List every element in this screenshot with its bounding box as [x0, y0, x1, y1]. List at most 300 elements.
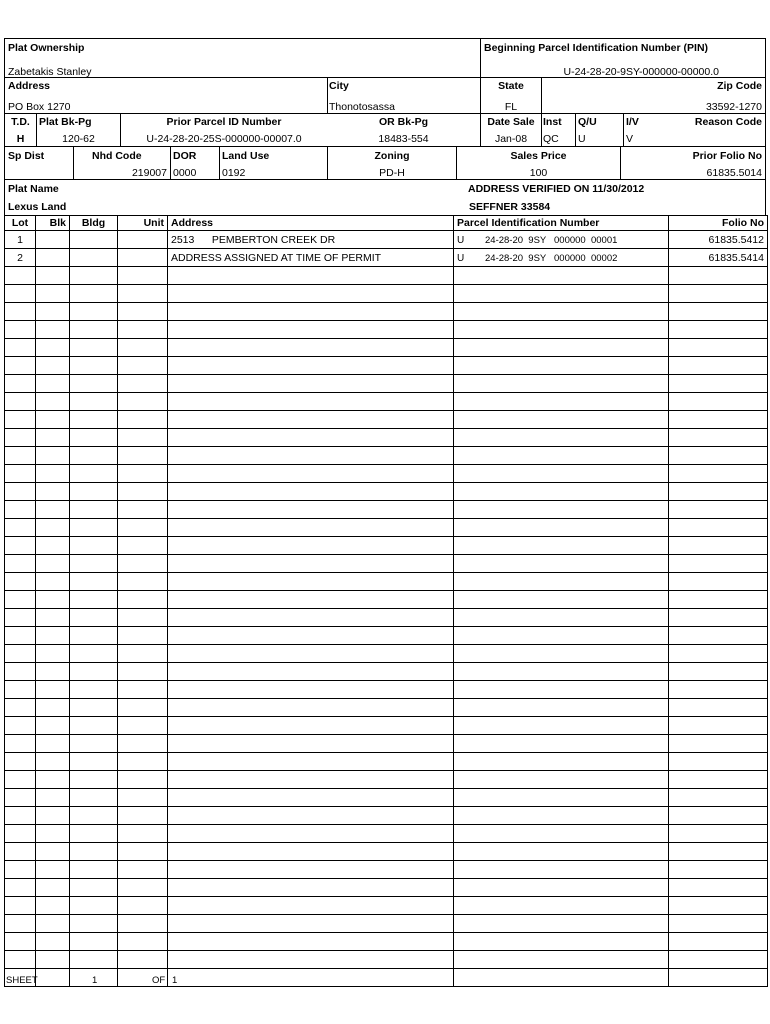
empty-cell [454, 879, 669, 897]
empty-cell [5, 537, 36, 555]
empty-cell [168, 951, 454, 969]
pin-value: U-24-28-20-9SY-000000-00000.0 [563, 66, 719, 78]
empty-cell [5, 267, 36, 285]
plat-name-row [5, 180, 765, 215]
inst-cell [541, 114, 575, 146]
empty-cell [669, 573, 768, 591]
empty-cell [118, 321, 168, 339]
empty-cell [36, 555, 70, 573]
empty-cell [168, 753, 454, 771]
iv-value: V [626, 133, 634, 145]
empty-cell [70, 429, 118, 447]
cell-pin [454, 249, 669, 267]
empty-cell [70, 771, 118, 789]
empty-cell [70, 717, 118, 735]
empty-cell [454, 537, 669, 555]
empty-cell [669, 609, 768, 627]
empty-cell [36, 501, 70, 519]
empty-cell [168, 393, 454, 411]
empty-row [5, 321, 768, 339]
empty-cell [36, 267, 70, 285]
empty-cell [454, 807, 669, 825]
empty-cell [70, 627, 118, 645]
empty-cell [118, 825, 168, 843]
empty-cell [5, 465, 36, 483]
empty-cell [118, 303, 168, 321]
ownership-row [5, 39, 765, 78]
empty-row [5, 537, 768, 555]
empty-cell [454, 627, 669, 645]
empty-cell [669, 339, 768, 357]
cell-unit [118, 231, 168, 249]
empty-cell [454, 357, 669, 375]
state-value: FL [504, 101, 518, 113]
prior-folio-label: Prior Folio No [692, 150, 762, 162]
empty-cell [118, 609, 168, 627]
empty-row [5, 951, 768, 969]
empty-row [5, 285, 768, 303]
empty-cell [118, 645, 168, 663]
empty-cell [669, 843, 768, 861]
cell-pin [454, 231, 669, 249]
empty-cell [118, 591, 168, 609]
empty-cell [669, 969, 768, 987]
nhd-cell [73, 147, 170, 179]
plat-bkpg-cell [36, 114, 120, 146]
reason-label: Reason Code [694, 116, 762, 128]
empty-cell [669, 771, 768, 789]
td-cell [5, 114, 36, 146]
cell-unit [118, 249, 168, 267]
dor-label: DOR [173, 150, 197, 162]
empty-cell [168, 483, 454, 501]
empty-cell [70, 339, 118, 357]
empty-cell [454, 771, 669, 789]
empty-cell [168, 573, 454, 591]
empty-cell [454, 843, 669, 861]
empty-cell [168, 699, 454, 717]
empty-cell [5, 825, 36, 843]
empty-cell [118, 519, 168, 537]
empty-cell [118, 447, 168, 465]
empty-cell [36, 645, 70, 663]
empty-cell [168, 429, 454, 447]
plat-name-value: Lexus Land [8, 201, 67, 213]
empty-cell [70, 843, 118, 861]
zip-cell [541, 78, 765, 113]
empty-cell [36, 969, 70, 987]
empty-cell [5, 483, 36, 501]
empty-cell [454, 933, 669, 951]
empty-cell [118, 375, 168, 393]
plat-ownership-label: Plat Ownership [8, 42, 85, 54]
empty-cell [118, 933, 168, 951]
empty-cell [669, 933, 768, 951]
empty-cell [70, 609, 118, 627]
empty-cell [118, 285, 168, 303]
empty-cell [36, 573, 70, 591]
city-value: Thonotosassa [329, 101, 395, 113]
empty-row [5, 393, 768, 411]
empty-cell [118, 861, 168, 879]
empty-cell [118, 339, 168, 357]
empty-cell [118, 483, 168, 501]
plat-bkpg-value: 120-62 [62, 133, 95, 145]
empty-cell [70, 663, 118, 681]
empty-cell [669, 825, 768, 843]
empty-cell [70, 681, 118, 699]
empty-cell [36, 663, 70, 681]
cell-bldg [70, 249, 118, 267]
empty-cell [118, 843, 168, 861]
zoning-value: PD-H [379, 167, 405, 179]
empty-cell [118, 663, 168, 681]
empty-cell [5, 717, 36, 735]
empty-row [5, 717, 768, 735]
empty-cell [36, 285, 70, 303]
city-zip-verified: SEFFNER 33584 [469, 201, 551, 213]
empty-cell [669, 627, 768, 645]
zoning-row [5, 147, 765, 180]
empty-row [5, 933, 768, 951]
landuse-value: 0192 [222, 167, 246, 179]
inst-value: QC [543, 133, 559, 145]
empty-cell [669, 375, 768, 393]
or-bkpg-value: 18483-554 [378, 133, 429, 145]
empty-cell [118, 573, 168, 591]
col-blk: Blk [36, 216, 70, 231]
col-unit: Unit [118, 216, 168, 231]
empty-cell [5, 843, 36, 861]
col-bldg: Bldg [70, 216, 118, 231]
empty-cell [5, 555, 36, 573]
empty-cell [118, 771, 168, 789]
empty-cell [454, 915, 669, 933]
date-sale-value: Jan-08 [494, 133, 528, 145]
empty-cell [5, 753, 36, 771]
empty-cell [5, 447, 36, 465]
sheet-number: 1 [92, 975, 98, 986]
of-label: OF [152, 975, 166, 986]
empty-cell [36, 879, 70, 897]
empty-cell [669, 789, 768, 807]
empty-cell [70, 591, 118, 609]
date-sale-cell [480, 114, 541, 146]
empty-row [5, 429, 768, 447]
empty-row [5, 465, 768, 483]
empty-cell [454, 375, 669, 393]
empty-cell [36, 339, 70, 357]
empty-cell [669, 591, 768, 609]
of-number: 1 [172, 975, 178, 986]
empty-cell [669, 879, 768, 897]
empty-cell [118, 465, 168, 483]
empty-cell [168, 411, 454, 429]
empty-cell [70, 807, 118, 825]
empty-cell [168, 519, 454, 537]
empty-cell [669, 447, 768, 465]
empty-cell [454, 789, 669, 807]
empty-row [5, 555, 768, 573]
empty-cell [118, 681, 168, 699]
empty-cell [36, 465, 70, 483]
empty-cell [454, 897, 669, 915]
empty-cell [454, 645, 669, 663]
empty-row [5, 789, 768, 807]
landuse-cell [219, 147, 327, 179]
empty-cell [118, 951, 168, 969]
empty-cell [5, 303, 36, 321]
empty-cell [70, 825, 118, 843]
empty-cell [454, 753, 669, 771]
plat-bkpg-label: Plat Bk-Pg [39, 116, 92, 128]
empty-cell [454, 969, 669, 987]
empty-cell [669, 699, 768, 717]
empty-cell [118, 735, 168, 753]
empty-row [5, 483, 768, 501]
cell-lot: 2 [5, 249, 36, 267]
empty-row [5, 645, 768, 663]
empty-cell [5, 429, 36, 447]
empty-cell [118, 357, 168, 375]
empty-cell [168, 375, 454, 393]
empty-cell [5, 501, 36, 519]
plat-form [4, 38, 766, 987]
empty-cell [454, 519, 669, 537]
empty-cell [5, 771, 36, 789]
form-header [4, 38, 766, 215]
empty-row [5, 735, 768, 753]
empty-cell [5, 411, 36, 429]
empty-row [5, 879, 768, 897]
empty-cell [168, 861, 454, 879]
address-value: PO Box 1270 [8, 101, 71, 113]
qu-cell [575, 114, 623, 146]
date-sale-label: Date Sale [487, 116, 535, 128]
prior-parcel-label: Prior Parcel ID Number [166, 116, 282, 128]
empty-cell [5, 735, 36, 753]
empty-cell [70, 915, 118, 933]
empty-cell [454, 735, 669, 753]
empty-cell [36, 447, 70, 465]
empty-row [5, 591, 768, 609]
address-row [5, 78, 765, 114]
empty-cell [168, 339, 454, 357]
empty-cell [118, 717, 168, 735]
empty-cell [168, 357, 454, 375]
empty-cell [70, 789, 118, 807]
empty-cell [36, 807, 70, 825]
empty-cell [36, 681, 70, 699]
empty-cell [669, 411, 768, 429]
empty-cell [168, 717, 454, 735]
empty-cell [454, 285, 669, 303]
empty-cell [669, 897, 768, 915]
empty-cell [168, 321, 454, 339]
empty-cell [454, 501, 669, 519]
col-lot: Lot [5, 216, 36, 231]
empty-cell [5, 591, 36, 609]
empty-row [5, 825, 768, 843]
state-cell [480, 78, 541, 113]
empty-cell [5, 933, 36, 951]
empty-cell [118, 627, 168, 645]
empty-cell [669, 645, 768, 663]
qu-label: Q/U [578, 116, 597, 128]
empty-cell [669, 285, 768, 303]
empty-cell [168, 789, 454, 807]
empty-cell [118, 267, 168, 285]
empty-cell [669, 267, 768, 285]
pin-cell [480, 39, 765, 77]
empty-cell [669, 303, 768, 321]
empty-cell [669, 519, 768, 537]
empty-cell [168, 681, 454, 699]
sales-price-label: Sales Price [510, 150, 567, 162]
empty-cell [669, 501, 768, 519]
empty-cell [70, 699, 118, 717]
empty-cell [70, 933, 118, 951]
empty-cell [168, 807, 454, 825]
empty-cell [70, 285, 118, 303]
prior-folio-cell [620, 147, 765, 179]
empty-cell [454, 483, 669, 501]
empty-cell [36, 627, 70, 645]
empty-cell [70, 555, 118, 573]
empty-cell [70, 861, 118, 879]
empty-cell [454, 267, 669, 285]
empty-cell [669, 735, 768, 753]
empty-cell [5, 861, 36, 879]
empty-cell [168, 303, 454, 321]
empty-cell [36, 933, 70, 951]
empty-cell [70, 447, 118, 465]
empty-cell [36, 303, 70, 321]
empty-cell [5, 519, 36, 537]
empty-row [5, 411, 768, 429]
empty-row [5, 969, 768, 987]
empty-cell [36, 843, 70, 861]
empty-cell [118, 879, 168, 897]
empty-cell [70, 951, 118, 969]
cell-address: ADDRESS ASSIGNED AT TIME OF PERMIT [168, 249, 454, 267]
zip-value: 33592-1270 [705, 101, 762, 113]
empty-cell [454, 393, 669, 411]
empty-cell [669, 915, 768, 933]
empty-row [5, 681, 768, 699]
address-verified: ADDRESS VERIFIED ON 11/30/2012 [468, 183, 645, 195]
empty-cell [168, 537, 454, 555]
empty-cell [118, 915, 168, 933]
empty-cell [454, 681, 669, 699]
empty-cell [669, 753, 768, 771]
empty-cell [70, 753, 118, 771]
empty-row [5, 573, 768, 591]
empty-row [5, 501, 768, 519]
empty-cell [5, 915, 36, 933]
empty-cell [454, 717, 669, 735]
nhd-label: Nhd Code [92, 150, 142, 162]
sale-row [5, 114, 765, 147]
table-header [5, 216, 768, 231]
empty-cell [36, 357, 70, 375]
table-row [5, 249, 768, 267]
empty-cell [5, 627, 36, 645]
empty-cell [454, 573, 669, 591]
empty-cell [454, 429, 669, 447]
nhd-value: 219007 [131, 167, 167, 179]
col-address: Address [168, 216, 454, 231]
empty-cell [70, 465, 118, 483]
empty-cell [168, 465, 454, 483]
empty-cell [36, 699, 70, 717]
empty-cell [70, 303, 118, 321]
empty-cell [36, 429, 70, 447]
empty-row [5, 303, 768, 321]
landuse-label: Land Use [222, 150, 270, 162]
pin-prefix: U [457, 252, 465, 264]
empty-cell [5, 663, 36, 681]
iv-cell [623, 114, 667, 146]
address-label: Address [8, 80, 51, 92]
empty-cell [669, 537, 768, 555]
empty-cell [168, 285, 454, 303]
cell-folio: 61835.5414 [669, 249, 768, 267]
empty-cell [5, 285, 36, 303]
empty-cell [70, 645, 118, 663]
inst-label: Inst [543, 116, 562, 128]
empty-cell [118, 789, 168, 807]
empty-cell [454, 699, 669, 717]
empty-cell [118, 393, 168, 411]
empty-cell [5, 375, 36, 393]
empty-cell [168, 933, 454, 951]
empty-cell [5, 609, 36, 627]
empty-cell [669, 807, 768, 825]
empty-cell [118, 429, 168, 447]
empty-cell [454, 465, 669, 483]
empty-cell [168, 627, 454, 645]
empty-cell [118, 501, 168, 519]
or-bkpg-cell [327, 114, 480, 146]
empty-cell [454, 609, 669, 627]
empty-cell [669, 465, 768, 483]
zoning-cell [327, 147, 456, 179]
empty-cell [669, 483, 768, 501]
empty-cell [36, 753, 70, 771]
cell-bldg [70, 231, 118, 249]
empty-cell [70, 501, 118, 519]
empty-cell [669, 429, 768, 447]
empty-cell [36, 825, 70, 843]
empty-cell [70, 411, 118, 429]
empty-cell [669, 663, 768, 681]
empty-row [5, 843, 768, 861]
empty-cell [5, 951, 36, 969]
pin-number: 24-28-20 9SY 000000 00001 [485, 234, 618, 246]
empty-cell [5, 699, 36, 717]
empty-cell [168, 843, 454, 861]
empty-row [5, 753, 768, 771]
empty-cell [118, 555, 168, 573]
reason-cell [667, 114, 765, 146]
td-label: T.D. [11, 116, 30, 128]
empty-cell [36, 735, 70, 753]
td-value: H [16, 133, 25, 145]
empty-row [5, 663, 768, 681]
empty-cell [36, 897, 70, 915]
pin-prefix: U [457, 234, 465, 246]
